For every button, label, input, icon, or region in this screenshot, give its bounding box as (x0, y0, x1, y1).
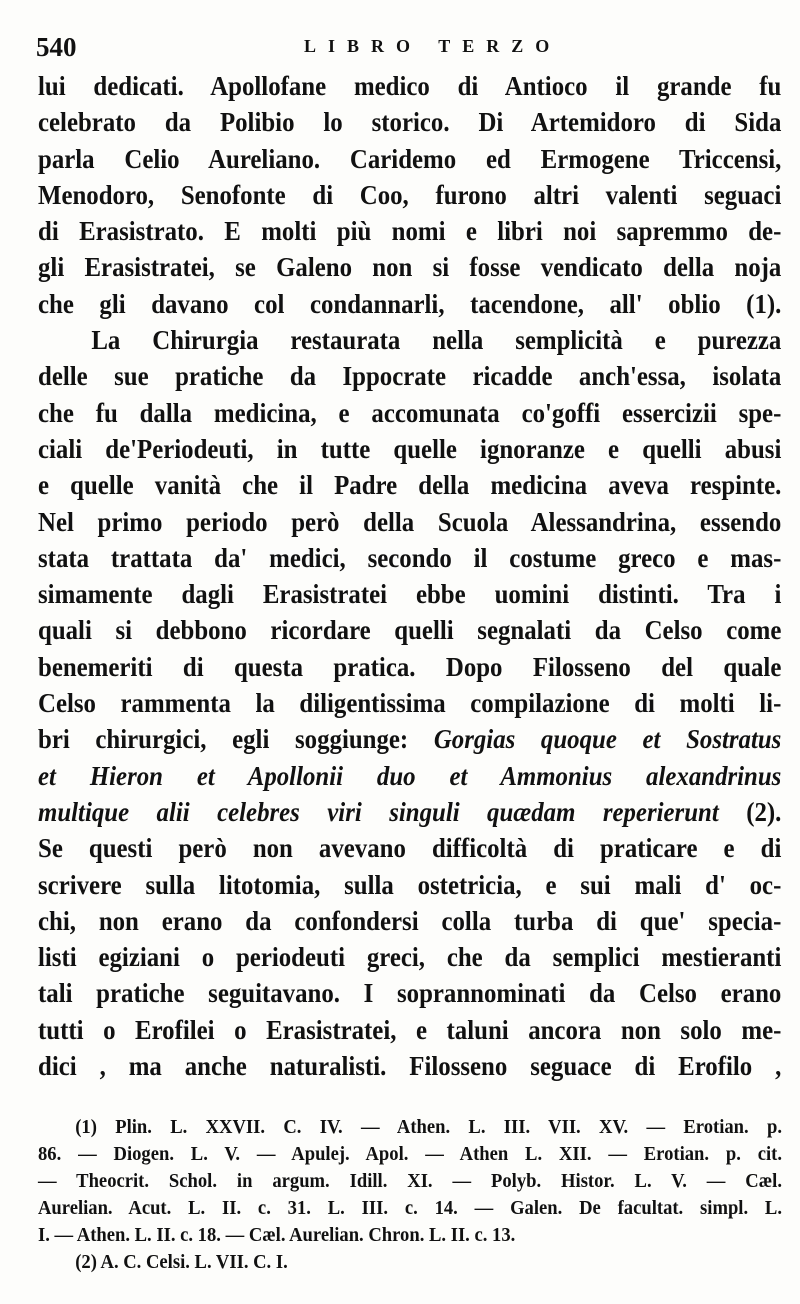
running-head (36, 32, 776, 62)
text-line: Nel primo periodo però della Scuola Alessandrina, essendo (38, 506, 782, 537)
footnotes (38, 1114, 782, 1276)
footnote-line: (1) Plin. L. XXVII. C. IV. — Athen. L. III. VII. XV. — Erotian. p. (75, 1116, 782, 1138)
text-line: che fu dalla medicina, e accomunata co'goffi essercizii spe- (38, 397, 782, 428)
footnote-line: Aurelian. Acut. L. II. c. 31. L. III. c. 14. — Galen. De facultat. simpl. L. (38, 1197, 782, 1219)
running-title: LIBRO TERZO (304, 36, 562, 56)
text-line: lui dedicati. Apollofane medico di Antioco il grande fu (38, 71, 782, 101)
text-line: parla Celio Aureliano. Caridemo ed Ermogene Triccensi, (38, 143, 782, 174)
text-line: tali pratiche seguitavano. I soprannominati da Celso erano (38, 978, 782, 1009)
footnote-line: I. — Athen. L. II. c. 18. — Cæl. Aurelian. Chron. L. II. c. 13. (38, 1224, 516, 1246)
page-number: 540 (36, 32, 77, 62)
text-line: che gli davano col condannarli, tacendone, all' oblio (1). (38, 288, 782, 319)
text-line: Celso rammenta la diligentissima compilazione di molti li- (38, 688, 782, 719)
text-line: stata trattata da' medici, secondo il costume greco e mas- (38, 542, 782, 573)
text-line: tutti o Erofilei o Erasistratei, e taluni ancora non solo me- (38, 1014, 782, 1045)
text-line: delle sue pratiche da Ippocrate ricadde anch'essa, isolata (38, 361, 782, 392)
text-line: quali si debbono ricordare quelli segnalati da Celso come (38, 615, 782, 646)
text-line-mixed (38, 721, 781, 757)
text-line-mixed (38, 794, 781, 830)
text-line: Menodoro, Senofonte di Coo, furono altri valenti seguaci (38, 179, 782, 210)
text-line: celebrato da Polibio lo storico. Di Artemidoro di Sida (38, 107, 782, 138)
text-line: simamente dagli Erasistratei ebbe uomini distinti. Tra i (38, 579, 782, 610)
footnote-line: — Theocrit. Schol. in argum. Idill. XI. — Polyb. Histor. L. V. — Cæl. (38, 1170, 782, 1192)
text-line: di Erasistrato. E molti più nomi e libri noi sapremmo de- (38, 216, 782, 247)
text-line: listi egiziani o periodeuti greci, che da semplici mestieranti (38, 942, 782, 973)
text-line: dici , ma anche naturalisti. Filosseno seguace di Erofilo , (38, 1051, 782, 1082)
footnote-line: 86. — Diogen. L. V. — Apulej. Apol. — Athen L. XII. — Erotian. p. cit. (38, 1143, 782, 1165)
text-segment: bri chirurgici, egli soggiunge: (38, 724, 434, 755)
body-text (38, 68, 782, 1084)
text-line: Se questi però non avevano difficoltà di praticare e di (38, 833, 782, 864)
latin-quotation: Gorgias quoque et Sostratus (433, 724, 782, 755)
text-line: chi, non erano da confondersi colla turba di que' specia- (38, 905, 782, 936)
latin-quotation: multique alii celebres viri singuli quædam reperierunt (38, 796, 719, 827)
footnote-line: (2) A. C. Celsi. L. VII. C. I. (75, 1251, 288, 1273)
paragraph-start-line: La Chirurgia restaurata nella semplicità e purezza (91, 325, 782, 356)
latin-quotation: et Hieron et Apollonii duo et Ammonius alexandrinus (38, 760, 782, 791)
text-line: scrivere sulla litotomia, sulla ostetricia, e sui mali d' oc- (38, 869, 782, 900)
text-line (38, 758, 781, 794)
footnote-ref: (2). (718, 796, 782, 827)
text-line: gli Erasistratei, se Galeno non si fosse vendicato della noja (38, 252, 782, 283)
text-line: e quelle vanità che il Padre della medicina aveva respinte. (38, 470, 782, 501)
text-line: ciali de'Periodeuti, in tutte quelle ignoranze e quelli abusi (38, 433, 782, 464)
text-line: benemeriti di questa pratica. Dopo Filosseno del quale (38, 651, 782, 682)
